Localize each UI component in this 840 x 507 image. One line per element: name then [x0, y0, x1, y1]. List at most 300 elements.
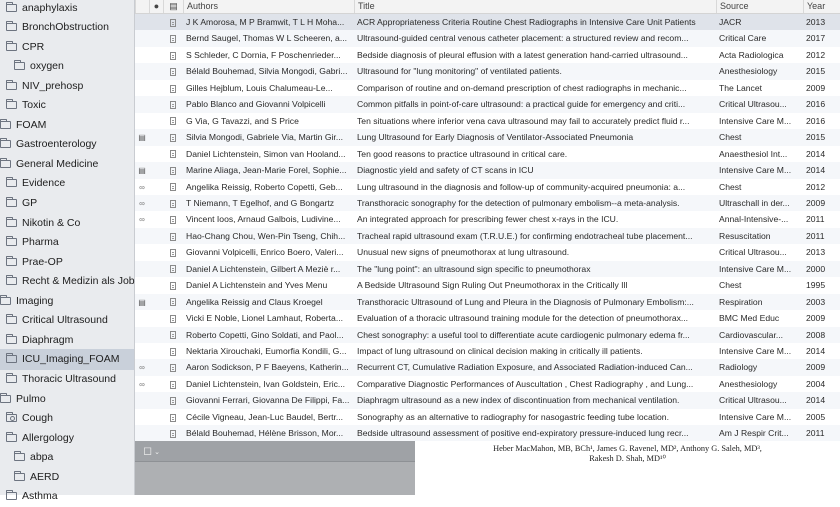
authors-cell: T Niemann, T Egelhof, and G Bongartz: [186, 197, 335, 208]
read-cell: [149, 146, 163, 163]
header-title[interactable]: Title: [354, 0, 716, 13]
year-cell: 2015: [806, 66, 826, 77]
document-icon: [170, 233, 176, 241]
sidebar-item[interactable]: [0, 232, 134, 253]
read-cell: [149, 30, 163, 47]
header-year[interactable]: Year: [803, 0, 840, 13]
read-cell: [149, 425, 163, 442]
attachment-cell: [135, 211, 149, 228]
source-cell: Respiration: [719, 296, 763, 307]
sidebar-item-label: Nikotin & Co: [22, 216, 81, 229]
header-attachment[interactable]: [135, 0, 149, 13]
sidebar-item-label: Recht & Medizin als Job: [22, 275, 135, 288]
table-row[interactable]: [135, 392, 840, 409]
read-cell: [149, 261, 163, 278]
attachment-cell: [135, 409, 149, 426]
table-row[interactable]: [135, 294, 840, 311]
authors-cell: Bernd Saugel, Thomas W L Scheeren, a...: [186, 33, 347, 44]
attachment-cell: [135, 47, 149, 64]
sidebar-item-label: Pharma: [22, 236, 59, 249]
year-cell: 2011: [806, 214, 825, 225]
attachment-cell: [135, 343, 149, 360]
year-cell: 2011: [806, 428, 825, 439]
read-cell: [149, 277, 163, 294]
read-cell: [149, 409, 163, 426]
attachment-cell: [135, 327, 149, 344]
year-cell: 2009: [806, 313, 826, 324]
link-icon: ∞: [139, 182, 145, 192]
header-source[interactable]: Source: [716, 0, 803, 13]
folder-icon: [6, 336, 17, 344]
smart-folder-icon: [6, 414, 17, 422]
table-row[interactable]: [135, 129, 840, 146]
year-cell: 2009: [806, 362, 826, 373]
read-cell: [149, 63, 163, 80]
title-cell: Ultrasound for "lung monitoring" of ventilated patients.: [357, 66, 562, 77]
table-row[interactable]: [135, 179, 840, 196]
document-icon: [170, 298, 176, 306]
folder-icon: [6, 258, 17, 266]
sidebar-item[interactable]: [0, 173, 134, 194]
sidebar-item[interactable]: [0, 329, 134, 350]
table-row[interactable]: [135, 211, 840, 228]
source-cell: Am J Respir Crit...: [719, 428, 789, 439]
table-row[interactable]: [135, 63, 840, 80]
title-cell: Ultrasound-guided central venous catheter placement: a structured review and recom...: [357, 33, 689, 44]
document-cell: [163, 195, 183, 212]
source-cell: Critical Ultrasou...: [719, 247, 787, 258]
title-cell: Impact of lung ultrasound on clinical decision making in critically ill patients.: [357, 346, 643, 356]
title-cell: Diaphragm ultrasound as a new index of discontinuation from mechanical ventilation.: [357, 395, 680, 406]
document-cell: [163, 96, 183, 113]
authors-cell: Cécile Vigneau, Jean-Luc Baudel, Bertr...: [186, 411, 344, 422]
attachment-cell: [135, 179, 149, 196]
document-icon: [170, 85, 176, 93]
folder-icon: [14, 453, 25, 461]
title-cell: An integrated approach for prescribing fewer chest x-rays in the ICU.: [357, 214, 619, 225]
table-row[interactable]: [135, 146, 840, 163]
table-row[interactable]: [135, 80, 840, 97]
year-cell: 2016: [806, 115, 826, 126]
attachment-icon: ▤: [138, 133, 146, 143]
document-cell: [163, 14, 183, 31]
document-icon: [170, 167, 176, 175]
sidebar-item-label: oxygen: [30, 60, 64, 73]
folder-icon: [14, 473, 25, 481]
attachment-cell: [135, 244, 149, 261]
document-icon: [170, 249, 176, 257]
read-cell: [149, 80, 163, 97]
folder-icon: [0, 160, 11, 168]
read-cell: [149, 376, 163, 393]
read-cell: [149, 47, 163, 64]
table-row[interactable]: [135, 195, 840, 212]
attachment-cell: [135, 359, 149, 376]
attachment-cell: [135, 63, 149, 80]
pdf-preview-page[interactable]: [415, 441, 840, 495]
table-row[interactable]: [135, 96, 840, 113]
table-row[interactable]: [135, 409, 840, 426]
year-cell: 1995: [806, 280, 826, 291]
preview-cut-line: [415, 438, 840, 444]
authors-cell: G Via, G Tavazzi, and S Price: [186, 115, 299, 126]
table-header: [135, 0, 840, 14]
read-cell: [149, 96, 163, 113]
chevron-down-icon[interactable]: ⌄: [154, 449, 161, 456]
attachment-cell: [135, 96, 149, 113]
attachment-cell: [135, 310, 149, 327]
source-cell: The Lancet: [719, 82, 762, 93]
authors-cell: Pablo Blanco and Giovanni Volpicelli: [186, 99, 326, 110]
source-cell: Anesthesiology: [719, 66, 778, 77]
year-cell: 2011: [806, 230, 825, 241]
year-cell: 2009: [806, 82, 826, 93]
source-cell: Acta Radiologica: [719, 49, 784, 60]
folder-icon: [0, 395, 11, 403]
read-cell: [149, 195, 163, 212]
document-cell: [163, 80, 183, 97]
authors-cell: Giovanni Volpicelli, Enrico Boero, Valeri...: [186, 247, 344, 258]
source-cell: JACR: [719, 17, 742, 27]
document-icon: [170, 35, 176, 43]
source-cell: Chest: [719, 181, 742, 192]
authors-cell: Daniel Lichtenstein, Simon van Hooland...: [186, 148, 346, 159]
sidebar-item-label: General Medicine: [16, 157, 99, 170]
document-cell: [163, 409, 183, 426]
sidebar-item-label: anaphylaxis: [22, 1, 78, 14]
preview-author-line-1: Heber MacMahon, MB, BCh¹, James G. Ravenel, MD², Anthony G. Saleh, MD³,: [493, 444, 762, 453]
title-cell: Ten situations where inferior vena cava ultrasound may fail to accurately predict fluid r...: [357, 115, 690, 126]
year-cell: 2014: [806, 148, 826, 159]
document-cell: [163, 211, 183, 228]
read-cell: [149, 179, 163, 196]
document-cell: [163, 129, 183, 146]
sidebar-item-label: Imaging: [16, 294, 54, 307]
read-cell: [149, 244, 163, 261]
sidebar-item-label: CPR: [22, 40, 45, 53]
document-cell: [163, 392, 183, 409]
document-cell: [163, 261, 183, 278]
document-cell: [163, 425, 183, 442]
sidebar-item-label: GP: [22, 197, 38, 209]
title-cell: Chest sonography: a useful tool to differentiate acute cardiogenic pulmonary edema fr...: [357, 329, 690, 340]
document-icon: [170, 331, 176, 339]
folder-icon: [0, 121, 11, 129]
source-cell: Anaesthesiol Int...: [719, 148, 788, 159]
folder-icon: [6, 101, 17, 109]
table-row[interactable]: [135, 261, 840, 278]
table-row[interactable]: [135, 310, 840, 327]
sidebar-item[interactable]: [0, 56, 134, 77]
authors-cell: Roberto Copetti, Gino Soldati, and Paol...: [186, 329, 344, 340]
document-icon: [170, 348, 176, 356]
document-cell: [163, 146, 183, 163]
sidebar-item-label: Allergology: [22, 431, 74, 444]
attachment-icon: ▤: [138, 166, 146, 176]
table-row[interactable]: [135, 244, 840, 261]
document-icon: [170, 282, 176, 290]
read-cell: [149, 392, 163, 409]
attachment-cell: [135, 30, 149, 47]
title-cell: A Bedside Ultrasound Sign Ruling Out Pneumothorax in the Critically Ill: [357, 280, 628, 291]
attachment-cell: [135, 392, 149, 409]
table-row[interactable]: [135, 277, 840, 294]
attachment-cell: [135, 113, 149, 130]
year-cell: 2016: [806, 99, 826, 110]
attachment-cell: [135, 162, 149, 179]
read-cell: [149, 327, 163, 344]
folder-icon: [6, 434, 17, 442]
sidebar-item[interactable]: [0, 310, 134, 331]
document-cell: [163, 244, 183, 261]
sidebar-item[interactable]: [0, 251, 134, 272]
sidebar-item[interactable]: [0, 17, 134, 38]
header-authors[interactable]: Authors: [183, 0, 354, 13]
year-cell: 2013: [806, 17, 826, 27]
source-cell: Cardiovascular...: [719, 329, 784, 340]
folder-icon: [6, 82, 17, 90]
sidebar-item-label: Pulmo: [16, 392, 46, 405]
attachment-cell: [135, 376, 149, 393]
read-cell: [149, 211, 163, 228]
authors-cell: S Schleder, C Dornia, F Poschenrieder...: [186, 49, 341, 60]
year-cell: 2014: [806, 346, 826, 356]
document-cell: [163, 310, 183, 327]
year-cell: 2014: [806, 395, 826, 406]
document-cell: [163, 343, 183, 360]
document-cell: [163, 294, 183, 311]
link-icon: ∞: [139, 379, 145, 389]
table-row[interactable]: [135, 228, 840, 245]
authors-cell: Daniel A Lichtenstein and Yves Menu: [186, 280, 328, 291]
source-cell: Intensive Care M...: [719, 165, 792, 176]
table-row[interactable]: [135, 376, 840, 393]
sidebar-item-label: BronchObstruction: [22, 21, 109, 34]
document-icon: [170, 117, 176, 125]
sidebar-item[interactable]: [0, 0, 134, 18]
preview-author-line-2: Rakesh D. Shah, MD¹⁰: [589, 454, 666, 463]
sidebar-item[interactable]: [0, 427, 134, 448]
sidebar-item[interactable]: [0, 447, 134, 468]
title-cell: Diagnostic yield and safety of CT scans in ICU: [357, 165, 534, 176]
document-icon: [170, 183, 176, 191]
year-cell: 2009: [806, 197, 826, 208]
source-cell: Chest: [719, 280, 742, 291]
table-row[interactable]: [135, 47, 840, 64]
document-icon: [170, 101, 176, 109]
sidebar-item[interactable]: [0, 408, 134, 429]
sidebar-item[interactable]: [0, 193, 134, 214]
attachment-icon: ▤: [138, 297, 146, 307]
title-cell: Bedside diagnosis of pleural effusion with a latest generation hand-carried ultrasound...: [357, 49, 688, 60]
authors-cell: Vincent Ioos, Arnaud Galbois, Ludivine...: [186, 214, 341, 225]
table-row[interactable]: [135, 327, 840, 344]
title-cell: Transthoracic Ultrasound of Lung and Pleura in the Diagnosis of Pulmonary Embolism:...: [357, 296, 694, 307]
table-row[interactable]: [135, 343, 840, 360]
title-cell: Transthoracic sonography for the detection of pulmonary embolism--a meta-analysis.: [357, 197, 680, 208]
title-cell: Comparison of routine and on-demand prescription of chest radiographs in mechanic...: [357, 82, 687, 93]
authors-cell: Bélald Bouhemad, Silvia Mongodi, Gabri...: [186, 66, 348, 77]
source-cell: Intensive Care M...: [719, 411, 792, 422]
table-row[interactable]: [135, 14, 840, 31]
sidebar-item[interactable]: [0, 153, 134, 174]
title-cell: Lung ultrasound in the diagnosis and follow-up of community-acquired pneumonia: a...: [357, 181, 686, 192]
sidebar-item[interactable]: [0, 114, 134, 135]
title-cell: ACR Appropriateness Criteria Routine Chest Radiographs in Intensive Care Unit Patients: [357, 17, 696, 27]
source-cell: Annal-Intensive-...: [719, 214, 789, 225]
sidebar-item-label: Toxic: [22, 99, 46, 112]
sidebar-item-label: NIV_prehosp: [22, 79, 84, 92]
year-cell: 2008: [806, 329, 826, 340]
sidebar-item[interactable]: [0, 290, 134, 311]
sidebar-item[interactable]: [0, 486, 134, 507]
folder-icon: [6, 23, 17, 31]
read-cell: [149, 228, 163, 245]
sidebar-item[interactable]: [0, 388, 134, 409]
folder-icon: [6, 4, 17, 12]
source-cell: Radiology: [719, 362, 758, 373]
title-cell: Common pitfalls in point-of-care ultrasound: a practical guide for emergency and criti...: [357, 99, 686, 110]
document-cell: [163, 359, 183, 376]
authors-cell: Angelika Reissig and Claus Kroegel: [186, 296, 323, 307]
source-cell: Critical Care: [719, 33, 767, 44]
source-cell: Resuscitation: [719, 230, 771, 241]
sidebar-item-label: Asthma: [22, 490, 58, 503]
authors-cell: Daniel Lichtenstein, Ivan Goldstein, Eric...: [186, 378, 346, 389]
authors-cell: Hao-Chang Chou, Wen-Pin Tseng, Chih...: [186, 230, 346, 241]
title-cell: Ten good reasons to practice ultrasound in critical care.: [357, 148, 568, 159]
table-row[interactable]: [135, 30, 840, 47]
year-cell: 2000: [806, 263, 826, 274]
document-cell: [163, 327, 183, 344]
document-cell: [163, 179, 183, 196]
attachment-cell: [135, 261, 149, 278]
document-icon: [170, 216, 176, 224]
authors-cell: Daniel A Lichtenstein, Gilbert A Meziè r...: [186, 263, 341, 274]
attachment-cell: [135, 425, 149, 442]
authors-cell: J K Amorosa, M P Bramwit, T L H Moha...: [186, 17, 345, 27]
document-icon: [170, 52, 176, 60]
title-cell: Sonography as an alternative to radiography for nasogastric feeding tube location.: [357, 411, 669, 422]
title-cell: Unusual new signs of pneumothorax at lung ultrasound.: [357, 247, 570, 258]
folder-icon: [6, 219, 17, 227]
document-cell: [163, 47, 183, 64]
attachment-cell: [135, 294, 149, 311]
page-view-icon[interactable]: ◻ ⌄: [143, 445, 161, 457]
read-cell: [149, 310, 163, 327]
authors-cell: Silvia Mongodi, Gabriele Via, Martin Gir...: [186, 132, 343, 143]
source-cell: Anesthesiology: [719, 378, 778, 389]
title-cell: Evaluation of a thoracic ultrasound training module for the detection of pneumothorax...: [357, 313, 689, 324]
sidebar-item[interactable]: [0, 95, 134, 116]
folder-icon: [6, 199, 17, 207]
document-icon: [170, 364, 176, 372]
sidebar-item-label: Cough: [22, 412, 53, 425]
sidebar-item[interactable]: [0, 36, 134, 57]
link-icon: ∞: [139, 198, 145, 208]
document-icon: [170, 430, 176, 438]
folder-icon: [6, 375, 17, 383]
document-cell: [163, 277, 183, 294]
references-table: [135, 0, 840, 441]
title-cell: The "lung point": an ultrasound sign specific to pneumothorax: [357, 263, 591, 274]
attachment-cell: [135, 14, 149, 31]
table-row[interactable]: [135, 162, 840, 179]
document-icon: [170, 397, 176, 405]
sidebar-item-label: AERD: [30, 470, 60, 483]
document-cell: [163, 30, 183, 47]
read-cell: [149, 14, 163, 31]
folder-icon: [6, 492, 17, 500]
table-row[interactable]: [135, 113, 840, 130]
year-cell: 2013: [806, 247, 826, 258]
document-icon: [170, 315, 176, 323]
attachment-cell: [135, 195, 149, 212]
folder-icon: [0, 297, 11, 305]
folder-icon: [6, 355, 17, 363]
document-cell: [163, 228, 183, 245]
read-cell: [149, 343, 163, 360]
sidebar-item-label: Diaphragm: [22, 333, 74, 346]
attachment-cell: [135, 277, 149, 294]
attachment-cell: [135, 80, 149, 97]
year-cell: 2012: [806, 181, 826, 192]
sidebar-item[interactable]: [0, 368, 134, 389]
sidebar-item-label: Critical Ultrasound: [22, 314, 108, 327]
title-cell: Bedside ultrasound assessment of positive end-expiratory pressure-induced lung recr...: [357, 428, 689, 439]
sidebar-item[interactable]: [0, 466, 134, 487]
sidebar-item[interactable]: [0, 212, 134, 233]
source-cell: Intensive Care M...: [719, 346, 792, 356]
document-icon: [170, 134, 176, 142]
year-cell: 2012: [806, 49, 826, 60]
document-icon: [170, 414, 176, 422]
table-row[interactable]: [135, 359, 840, 376]
document-icon: [170, 19, 176, 27]
folder-icon: [14, 62, 25, 70]
folder-icon: [6, 277, 17, 285]
read-cell: [149, 162, 163, 179]
source-cell: Critical Ultrasou...: [719, 99, 787, 110]
year-cell: 2005: [806, 411, 826, 422]
authors-cell: Gilles Hejblum, Louis Chalumeau-Le...: [186, 82, 333, 93]
authors-cell: Aaron Sodickson, P F Baeyens, Katherin...: [186, 362, 349, 373]
authors-cell: Marine Aliaga, Jean-Marie Forel, Sophie...: [186, 165, 347, 176]
sidebar-item[interactable]: [0, 349, 134, 370]
document-cell: [163, 162, 183, 179]
year-cell: 2003: [806, 296, 826, 307]
attachment-cell: [135, 129, 149, 146]
year-cell: 2014: [806, 165, 826, 176]
folder-icon: [6, 43, 17, 51]
sidebar-item-label: ICU_Imaging_FOAM: [22, 353, 120, 366]
document-icon: [170, 68, 176, 76]
header-doc[interactable]: ▤: [163, 0, 183, 13]
source-cell: Intensive Care M...: [719, 115, 792, 126]
sidebar-item-label: Thoracic Ultrasound: [22, 372, 116, 385]
document-cell: [163, 63, 183, 80]
header-read[interactable]: ●: [149, 0, 163, 13]
sidebar-item-label: Prae-OP: [22, 255, 63, 268]
authors-cell: Bélald Bouhemad, Hélène Brisson, Mor...: [186, 428, 344, 439]
authors-cell: Nektaria Xirouchaki, Eumorfia Kondili, G...: [186, 346, 347, 356]
sidebar-item-label: abpa: [30, 451, 54, 464]
sidebar-item[interactable]: [0, 75, 134, 96]
read-cell: [149, 113, 163, 130]
sidebar-item[interactable]: [0, 134, 134, 155]
sidebar-item[interactable]: [0, 271, 134, 292]
source-cell: Chest: [719, 132, 742, 143]
